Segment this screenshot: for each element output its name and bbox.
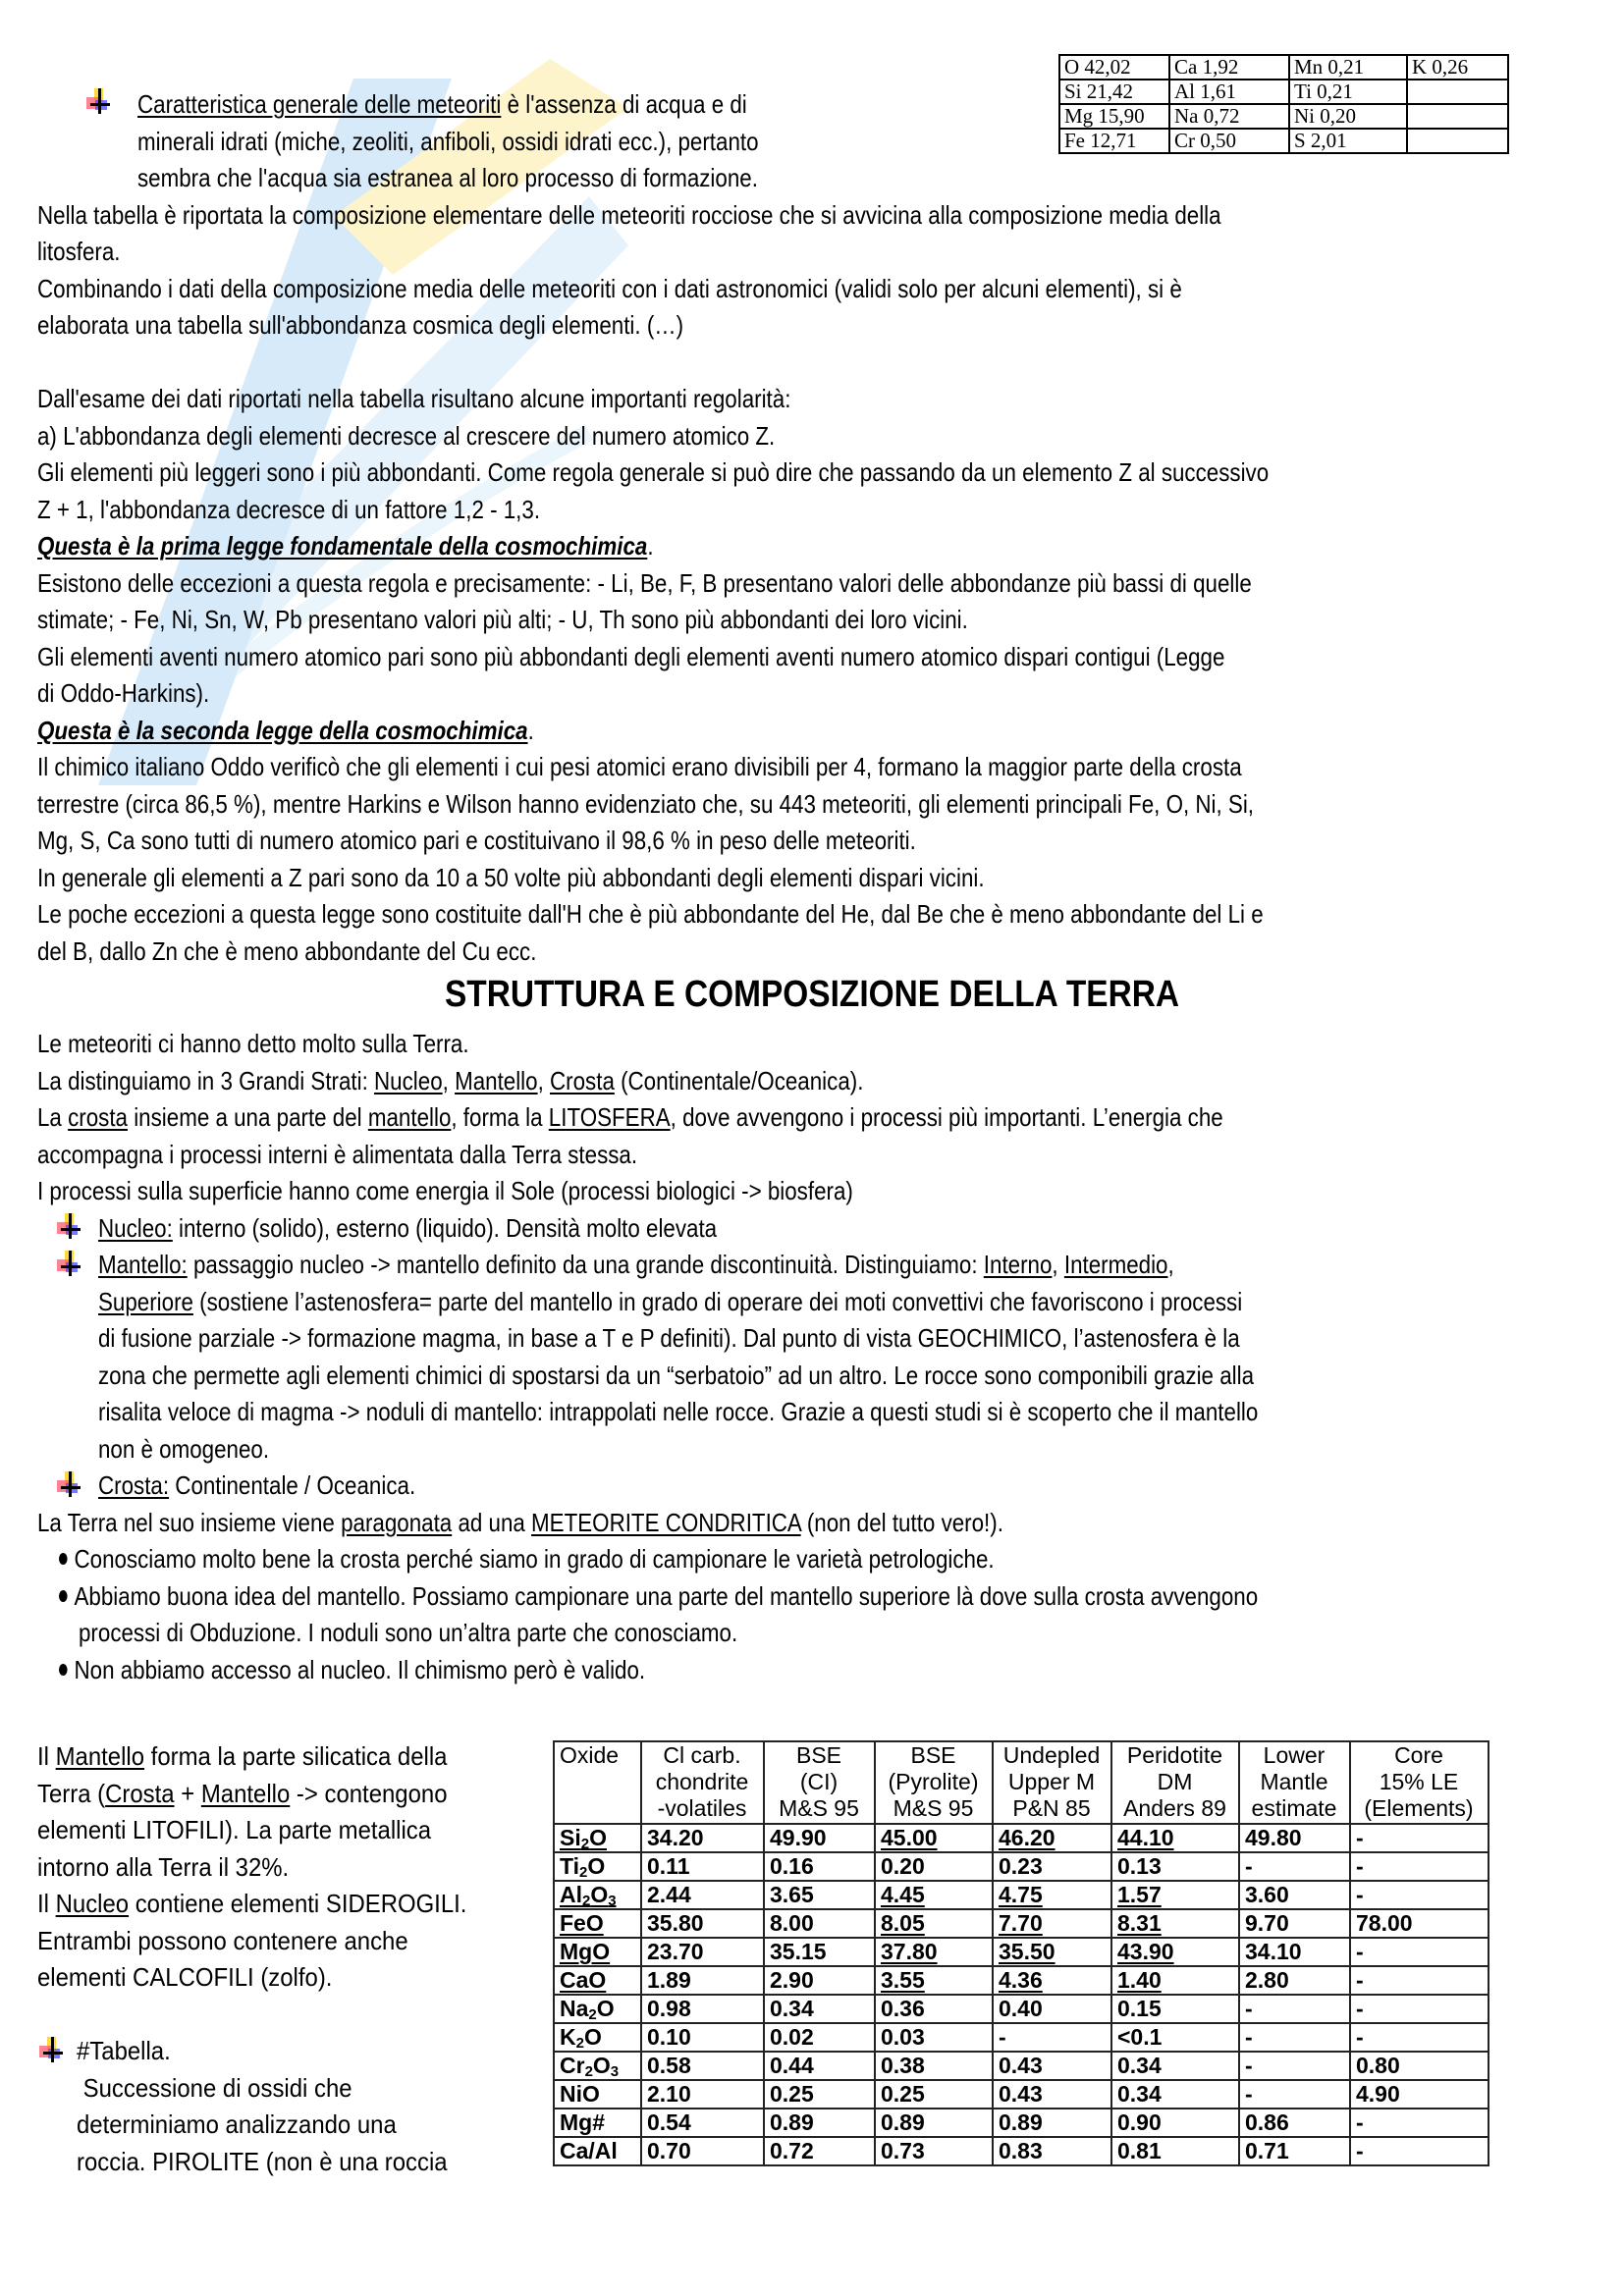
text-run: , (537, 1066, 551, 1095)
value-cell: 4.45 (875, 1881, 993, 1909)
value-cell: 0.34 (1111, 2052, 1239, 2080)
value-cell: 23.70 (641, 1938, 764, 1966)
bullet-mantello-line-4: zona che permette agli elementi chimici di spostarsi da un “serbatoio” ad un altro. Le rocce sono componibili grazie alla (98, 1361, 1255, 1390)
value-cell: 2.44 (641, 1881, 764, 1909)
first-law-text: Questa è la prima legge fondamentale della cosmochimica (37, 531, 648, 561)
term-crosta: Crosta (105, 1779, 175, 1808)
side-line (37, 1776, 448, 1813)
text-run: forma la parte silicatica della (144, 1741, 448, 1771)
value-cell: <0.1 (1111, 2023, 1239, 2052)
side-line: elementi LITOFILI). La parte metallica (37, 1815, 432, 1844)
intro-line1-rest: è l'assenza di acqua e di (501, 89, 747, 119)
term-nucleo: Nucleo (55, 1889, 130, 1918)
column-header: Undepled Upper M P&N 85 (993, 1741, 1111, 1824)
value-cell: 0.34 (764, 1995, 875, 2023)
value-cell: 0.38 (875, 2052, 993, 2080)
value-cell: 45.00 (875, 1824, 993, 1852)
paragraph-line: In generale gli elementi a Z pari sono da 10 a 50 volte più abbondanti degli elementi dispari vicini. (37, 863, 985, 892)
bullet-dot-icon (59, 1664, 68, 1676)
table-cell (1407, 129, 1508, 153)
bullet-mantello-line-5: risalita veloce di magma -> noduli di mantello: intrappolati nelle rocce. Grazie a questi studi si è scoperto che il mantello (98, 1397, 1259, 1426)
value-cell: 0.72 (764, 2137, 875, 2165)
bullet-mantello-line-3: di fusione parziale -> formazione magma, in base a T e P definiti). Dal punto di vista GEOCHIMICO, l’astenosfera è la (98, 1323, 1240, 1353)
meteorite-elements-table (1058, 54, 1509, 154)
value-cell: - (1239, 1852, 1350, 1881)
bullet-text: Conosciamo molto bene la crosta perché siamo in grado di campionare le varietà petrologiche. (74, 1544, 995, 1574)
paragraph-line: Combinando i dati della composizione media delle meteoriti con i dati astronomici (validi solo per alcuni elementi), si è (37, 274, 1182, 303)
text-run: , (1167, 1250, 1174, 1279)
value-cell: 4.90 (1350, 2080, 1489, 2109)
text-run: Terra ( (37, 1779, 106, 1808)
text-run: (Continentale/Oceanica). (614, 1066, 864, 1095)
text-run: + (174, 1779, 201, 1808)
oxide-name-cell: $Si_2O$ (554, 1824, 641, 1852)
paragraph-line: Le poche eccezioni a questa legge sono costituite dall'H che è più abbondante del He, dal Be che è meno abbondante del Li e (37, 899, 1264, 929)
value-cell: 0.73 (875, 2137, 993, 2165)
table-row (554, 2052, 1489, 2080)
value-cell: - (1350, 1852, 1489, 1881)
value-cell: 46.20 (993, 1824, 1111, 1852)
bullet-mantello-line-2 (98, 1284, 1242, 1321)
value-cell: 2.10 (641, 2080, 764, 2109)
side-line: intorno alla Terra il 32%. (37, 1852, 290, 1882)
value-cell: 0.86 (1239, 2109, 1350, 2137)
value-cell: 0.44 (764, 2052, 875, 2080)
oxide-name-cell: CaO (554, 1966, 641, 1995)
paragraph-line: Le meteoriti ci hanno detto molto sulla Terra. (37, 1029, 469, 1058)
value-cell: 44.10 (1111, 1824, 1239, 1852)
value-cell: 1.89 (641, 1966, 764, 1995)
value-cell: 0.54 (641, 2109, 764, 2137)
value-cell: - (1350, 1938, 1489, 1966)
term-crosta: Crosta (550, 1066, 615, 1095)
bullet-marker-icon (57, 1213, 86, 1243)
table-cell: S 2,01 (1289, 129, 1407, 153)
oxide-name-cell: $Cr_2O_3$ (554, 2052, 641, 2080)
table-row (554, 1909, 1489, 1938)
bullet-text: passaggio nucleo -> mantello definito da una grande discontinuità. Distinguiamo: (187, 1250, 984, 1279)
table-cell (1407, 104, 1508, 129)
bullet-marker-icon (57, 1471, 86, 1501)
bullet-text: interno (solido), esterno (liquido). Densità molto elevata (172, 1213, 718, 1243)
value-cell: 0.71 (1239, 2137, 1350, 2165)
dot-bullet-continuation: processi di Obduzione. I noduli sono un’altra parte che conosciamo. (79, 1618, 738, 1647)
value-cell: 0.13 (1111, 1852, 1239, 1881)
value-cell: 35.80 (641, 1909, 764, 1938)
bullet-marker-icon (86, 88, 116, 118)
bullet-mantello-line-6: non è omogeneo. (98, 1434, 270, 1464)
column-header: BSE (CI) M&S 95 (764, 1741, 875, 1824)
value-cell: 35.15 (764, 1938, 875, 1966)
table-cell (1407, 80, 1508, 104)
oxide-name-cell: $Al_2O_3$ (554, 1881, 641, 1909)
value-cell: 0.90 (1111, 2109, 1239, 2137)
paragraph-line: Mg, S, Ca sono tutti di numero atomico pari e costituivano il 98,6 % in peso delle meteoriti. (37, 826, 916, 855)
value-cell: 4.75 (993, 1881, 1111, 1909)
table-cell: Al 1,61 (1169, 80, 1289, 104)
table-cell: Ti 0,21 (1289, 80, 1407, 104)
value-cell: 3.55 (875, 1966, 993, 1995)
text-run: insieme a una parte del (127, 1102, 368, 1132)
table-cell: Ca 1,92 (1169, 55, 1289, 80)
column-header: Lower Mantle estimate (1239, 1741, 1350, 1824)
side-line (37, 1886, 466, 1923)
term-paragonata: paragonata (341, 1508, 453, 1537)
term-mantello: Mantello (455, 1066, 538, 1095)
table-row (554, 1966, 1489, 1995)
table-cell: Mn 0,21 (1289, 55, 1407, 80)
side-line: determiniamo analizzando una (77, 2109, 397, 2139)
text-run: , (1052, 1250, 1064, 1279)
table-row (554, 1995, 1489, 2023)
column-header: Oxide (554, 1741, 641, 1824)
value-cell: 0.98 (641, 1995, 764, 2023)
value-cell: 4.36 (993, 1966, 1111, 1995)
value-cell: 9.70 (1239, 1909, 1350, 1938)
value-cell: 1.40 (1111, 1966, 1239, 1995)
table-row (554, 2109, 1489, 2137)
value-cell: - (1350, 1824, 1489, 1852)
table-row (554, 2137, 1489, 2165)
paragraph-line: del B, dallo Zn che è meno abbondante del Cu ecc. (37, 936, 537, 966)
paragraph-line: a) L'abbondanza degli elementi decresce al crescere del numero atomico Z. (37, 421, 776, 451)
bullet-crosta (98, 1468, 415, 1505)
intro-bullet-line-1 (137, 86, 747, 124)
term-intermedio: Intermedio (1063, 1250, 1168, 1279)
intro-lead-underlined: Caratteristica generale delle meteoriti (137, 89, 502, 119)
side-line: Successione di ossidi che (77, 2073, 352, 2103)
oxide-name-cell: MgO (554, 1938, 641, 1966)
side-line: elementi CALCOFILI (zolfo). (37, 1962, 333, 1992)
value-cell: - (1350, 1966, 1489, 1995)
first-law-line (37, 528, 654, 565)
chondrite-line (37, 1505, 1003, 1542)
oxide-name-cell: $Ti_2O$ (554, 1852, 641, 1881)
paragraph-line: Il chimico italiano Oddo verificò che gli elementi i cui pesi atomici erano divisibili per 4, formano la maggior parte della crosta (37, 752, 1242, 781)
paragraph-line: litosfera. (37, 237, 121, 266)
value-cell: - (1350, 2109, 1489, 2137)
paragraph-line: Z + 1, l'abbondanza decresce di un fattore 1,2 - 1,3. (37, 495, 541, 524)
side-line: roccia. PIROLITE (non è una roccia (77, 2147, 448, 2176)
paragraph-line: Nella tabella è riportata la composizione elementare delle meteoriti rocciose che si avvicina alla composizione media della (37, 200, 1221, 230)
second-law-text: Questa è la seconda legge della cosmochimica (37, 716, 528, 745)
oxide-name-cell: $K_2O$ (554, 2023, 641, 2052)
table-cell: K 0,26 (1407, 55, 1508, 80)
value-cell: 0.43 (993, 2052, 1111, 2080)
value-cell: - (1350, 1995, 1489, 2023)
bullet-dot-icon (59, 1590, 68, 1602)
term-interno: Interno (983, 1250, 1053, 1279)
table-cell: Si 21,42 (1059, 80, 1169, 104)
paragraph-line: stimate; - Fe, Ni, Sn, W, Pb presentano valori più alti; - U, Th sono più abbondanti dei loro vicini. (37, 605, 968, 634)
value-cell: 2.90 (764, 1966, 875, 1995)
bullet-marker-icon (39, 2037, 69, 2066)
value-cell: 0.25 (875, 2080, 993, 2109)
table-row (554, 1938, 1489, 1966)
oxide-name-cell: FeO (554, 1909, 641, 1938)
paragraph-line: Esistono delle eccezioni a questa regola e precisamente: - Li, Be, F, B presentano valori delle abbondanze più bassi di quelle (37, 568, 1252, 598)
value-cell: 78.00 (1350, 1909, 1489, 1938)
table-row (1059, 55, 1508, 80)
text-run: La Terra nel suo insieme viene (37, 1508, 342, 1537)
value-cell: 2.80 (1239, 1966, 1350, 1995)
value-cell: 0.10 (641, 2023, 764, 2052)
value-cell: - (1350, 2023, 1489, 2052)
table-cell: O 42,02 (1059, 55, 1169, 80)
text-run: La distinguiamo in 3 Grandi Strati: (37, 1066, 375, 1095)
dot-bullet-item (59, 1541, 995, 1578)
bullet-marker-icon (57, 1251, 86, 1280)
bullet-nucleo (98, 1210, 717, 1248)
value-cell: 3.65 (764, 1881, 875, 1909)
oxide-name-cell: Mg# (554, 2109, 641, 2137)
value-cell: 0.40 (993, 1995, 1111, 2023)
term-meteorite-condritica: METEORITE CONDRITICA (531, 1508, 801, 1537)
term-crosta: crosta (68, 1102, 128, 1132)
value-cell: 7.70 (993, 1909, 1111, 1938)
value-cell: 49.90 (764, 1824, 875, 1852)
value-cell: 0.15 (1111, 1995, 1239, 2023)
value-cell: 8.31 (1111, 1909, 1239, 1938)
bullet-text: Continentale / Oceanica. (169, 1470, 416, 1500)
table-cell: Mg 15,90 (1059, 104, 1169, 129)
term-mantello: Mantello (200, 1779, 291, 1808)
value-cell: 34.20 (641, 1824, 764, 1852)
value-cell: - (1239, 2080, 1350, 2109)
litosfera-line (37, 1099, 1223, 1137)
text-run: , (442, 1066, 456, 1095)
table-cell: Ni 0,20 (1289, 104, 1407, 129)
text-run: La (37, 1102, 69, 1132)
table-row (554, 1881, 1489, 1909)
value-cell: 3.60 (1239, 1881, 1350, 1909)
oxide-name-cell: Ca/Al (554, 2137, 641, 2165)
text-run: , forma la (451, 1102, 549, 1132)
bullet-label: Crosta: (98, 1470, 170, 1500)
paragraph-line: Dall'esame dei dati riportati nella tabella risultano alcune importanti regolarità: (37, 384, 791, 413)
value-cell: - (993, 2023, 1111, 2052)
bullet-label: Nucleo: (98, 1213, 173, 1243)
dot-bullet-item (59, 1652, 645, 1689)
column-header: Core 15% LE (Elements) (1350, 1741, 1489, 1824)
table-cell: Cr 0,50 (1169, 129, 1289, 153)
text-run: (sostiene l’astenosfera= parte del mantello in grado di operare dei moti convettivi che favoriscono i processi (192, 1287, 1243, 1316)
paragraph-line: Gli elementi aventi numero atomico pari sono più abbondanti degli elementi aventi numero atomico dispari contigui (Legge (37, 642, 1225, 671)
intro-bullet-line-3: sembra che l'acqua sia estranea al loro processo di formazione. (137, 163, 758, 192)
bullet-dot-icon (59, 1553, 68, 1565)
text-run: , dove avvengono i processi più importanti. L’energia che (670, 1102, 1223, 1132)
column-header: Cl carb. chondrite -volatiles (641, 1741, 764, 1824)
value-cell: 49.80 (1239, 1824, 1350, 1852)
value-cell: 0.16 (764, 1852, 875, 1881)
value-cell: 0.23 (993, 1852, 1111, 1881)
term-litosfera: LITOSFERA (548, 1102, 671, 1132)
value-cell: 43.90 (1111, 1938, 1239, 1966)
table-row (554, 2080, 1489, 2109)
value-cell: 0.58 (641, 2052, 764, 2080)
table-row (1059, 129, 1508, 153)
side-line (37, 1738, 447, 1776)
table-row (554, 1824, 1489, 1852)
value-cell: 37.80 (875, 1938, 993, 1966)
term-mantello: Mantello (55, 1741, 145, 1771)
paragraph-line: Gli elementi più leggeri sono i più abbondanti. Come regola generale si può dire che passando da un elemento Z al successivo (37, 457, 1270, 487)
oxide-composition-table (553, 1740, 1489, 2166)
period: . (527, 716, 534, 745)
term-nucleo: Nucleo (374, 1066, 443, 1095)
value-cell: 0.11 (641, 1852, 764, 1881)
value-cell: 1.57 (1111, 1881, 1239, 1909)
value-cell: - (1239, 1995, 1350, 2023)
column-header: BSE (Pyrolite) M&S 95 (875, 1741, 993, 1824)
value-cell: 0.25 (764, 2080, 875, 2109)
bullet-text: Non abbiamo accesso al nucleo. Il chimismo però è valido. (74, 1655, 646, 1684)
second-law-line (37, 713, 534, 750)
bullet-mantello (98, 1247, 1174, 1284)
term-superiore: Superiore (98, 1287, 193, 1316)
table-row (1059, 104, 1508, 129)
oxide-name-cell: $Na_2O$ (554, 1995, 641, 2023)
text-run: contiene elementi SIDEROGILI. (129, 1889, 467, 1918)
section-title-text: STRUTTURA E COMPOSIZIONE DELLA TERRA (444, 974, 1180, 1015)
paragraph-line: elaborata una tabella sull'abbondanza cosmica degli elementi. (…) (37, 310, 684, 340)
oxide-name-cell: NiO (554, 2080, 641, 2109)
layers-line (37, 1063, 863, 1100)
value-cell: 0.80 (1350, 2052, 1489, 2080)
period: . (647, 531, 654, 561)
table-row (1059, 80, 1508, 104)
table-row (554, 1852, 1489, 1881)
text-run: (non del tutto vero!). (800, 1508, 1003, 1537)
dot-bullet-item (59, 1578, 1258, 1616)
paragraph-line: accompagna i processi interni è alimentata dalla Terra stessa. (37, 1140, 638, 1169)
value-cell: - (1350, 1881, 1489, 1909)
bullet-text: Abbiamo buona idea del mantello. Possiamo campionare una parte del mantello superiore là dove sulla crosta avvengono (74, 1581, 1259, 1611)
bullet-label: Mantello: (98, 1250, 188, 1279)
value-cell: - (1350, 2137, 1489, 2165)
value-cell: 0.89 (875, 2109, 993, 2137)
value-cell: 0.83 (993, 2137, 1111, 2165)
table-header-row (554, 1741, 1489, 1824)
table-cell: Fe 12,71 (1059, 129, 1169, 153)
text-run: Il (37, 1741, 56, 1771)
column-header: Peridotite DM Anders 89 (1111, 1741, 1239, 1824)
side-line: Entrambi possono contenere anche (37, 1926, 408, 1955)
value-cell: 0.03 (875, 2023, 993, 2052)
value-cell: 0.81 (1111, 2137, 1239, 2165)
value-cell: 35.50 (993, 1938, 1111, 1966)
value-cell: 0.34 (1111, 2080, 1239, 2109)
paragraph-line: I processi sulla superficie hanno come energia il Sole (processi biologici -> biosfera) (37, 1176, 853, 1205)
term-mantello: mantello (367, 1102, 452, 1132)
table-cell: Na 0,72 (1169, 104, 1289, 129)
intro-bullet-line-2: minerali idrati (miche, zeoliti, anfiboli, ossidi idrati ecc.), pertanto (137, 127, 759, 156)
value-cell: 0.20 (875, 1852, 993, 1881)
section-title (0, 974, 1624, 1016)
value-cell: - (1239, 2023, 1350, 2052)
text-run: ad una (452, 1508, 532, 1537)
value-cell: 8.00 (764, 1909, 875, 1938)
value-cell: 34.10 (1239, 1938, 1350, 1966)
value-cell: 0.70 (641, 2137, 764, 2165)
value-cell: 0.43 (993, 2080, 1111, 2109)
paragraph-line: terrestre (circa 86,5 %), mentre Harkins e Wilson hanno evidenziato che, su 443 meteoriti, gli elementi principali Fe, O, Ni, Si, (37, 789, 1255, 819)
value-cell: 0.89 (993, 2109, 1111, 2137)
text-run: -> contengono (290, 1779, 448, 1808)
tabella-label: #Tabella. (77, 2036, 171, 2065)
value-cell: 8.05 (875, 1909, 993, 1938)
text-run: Il (37, 1889, 56, 1918)
value-cell: - (1239, 2052, 1350, 2080)
value-cell: 0.02 (764, 2023, 875, 2052)
value-cell: 0.89 (764, 2109, 875, 2137)
table-row (554, 2023, 1489, 2052)
paragraph-line: di Oddo-Harkins). (37, 678, 210, 708)
value-cell: 0.36 (875, 1995, 993, 2023)
